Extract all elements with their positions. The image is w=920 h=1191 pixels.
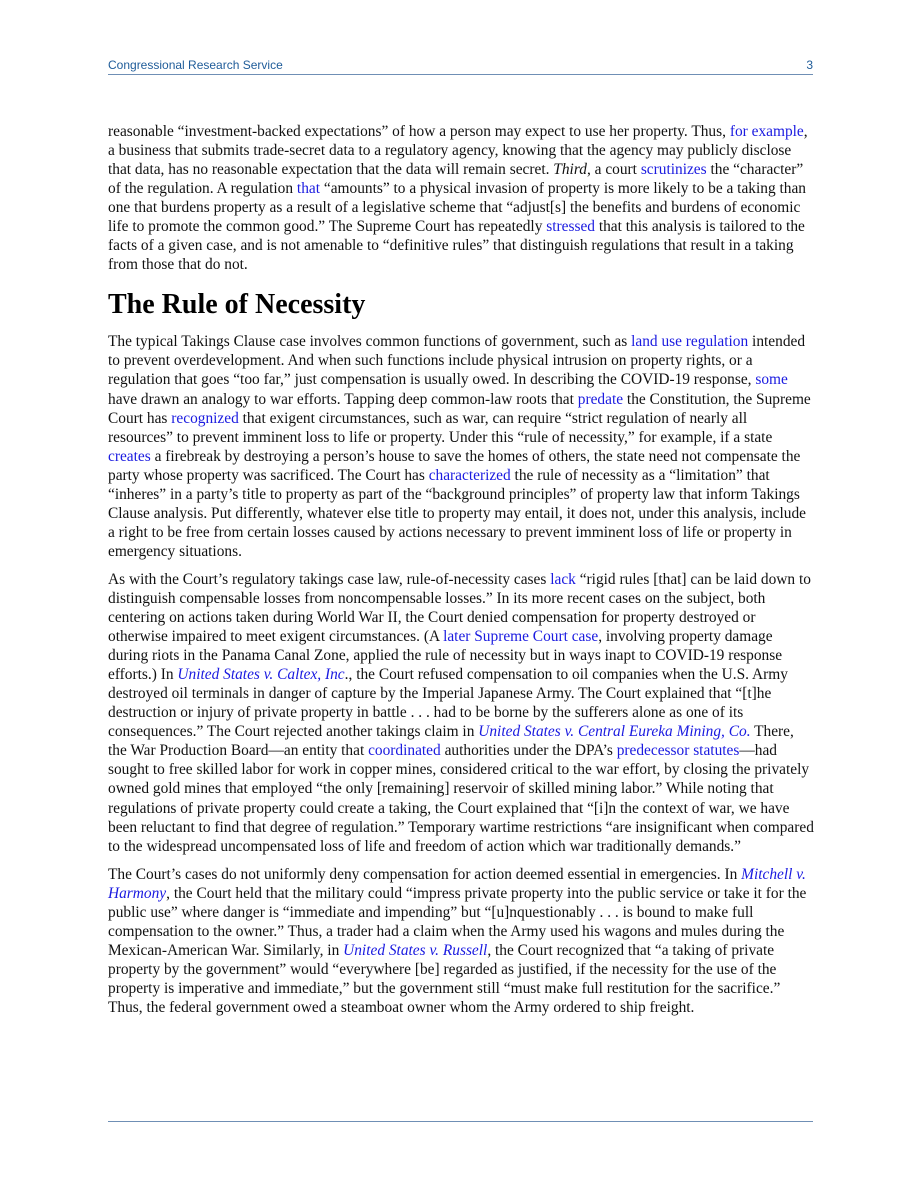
section-heading: The Rule of Necessity xyxy=(108,289,366,321)
link-for-example[interactable]: for example xyxy=(729,123,804,140)
document-body xyxy=(108,122,815,1026)
link-that[interactable]: that xyxy=(296,180,321,198)
link-recognized[interactable]: recognized xyxy=(171,409,239,427)
footer-divider xyxy=(108,1121,813,1122)
link-creates[interactable]: creates xyxy=(108,447,151,465)
link-land-use-regulation[interactable]: land use regulation xyxy=(631,333,749,351)
paragraph-wartime-cases: As with the Court’s regulatory takings case law, rule-of-necessity cases lack “rigid rules [that] can be laid down to distinguish compensable losses from noncompensable losses.” In its more recent cases on the subject, both centering on actions taken during World War II, the Court denied compensation for property destroyed or otherwise impaired to meet exigent circumstances. (A later Supreme Court case, involving property damage during riots in the Panama Canal Zone, applied the rule of necessity but in ways inapt to COVID-19 response efforts.) In United States v. Caltex, Inc., the Court refused compensation to oil companies when the U.S. Army destroyed oil terminals in danger of capture by the Imperial Japanese Army. The Court explained that “[t]he destruction or injury of private property in battle . . . had to be borne by the sufferers alone as one of its consequences.” The Court rejected another takings claim in United States v. Central Eureka Mining, Co. There, the War Production Board—an entity that coordinated authorities under the DPA’s predecessor statutes—had sought to free skilled labor for work in copper mines, considered critical to the war effort, by closing the privately owned gold mines that employed “the only [remaining] reservoir of skilled mining labor.” While noting that regulations of private property could create a taking, the Court explained that “[i]n the context of war, we have been reluctant to find that degree of regulation.” Temporary wartime restrictions “are insignificant when compared to the widespread uncompensated loss of life and freedom of action which war traditionally demands.” xyxy=(108,570,814,855)
link-scrutinizes[interactable]: scrutinizes xyxy=(640,161,707,179)
paragraph-rule-of-necessity: The typical Takings Clause case involves common functions of government, such as land use regulation intended to prevent overdevelopment. And when such functions include physical intrusion on property rights, or a regulation that goes “too far,” just compensation is usually owed. In describing the COVID-19 response, some have drawn an analogy to war efforts. Tapping deep common-law roots that predate the Constitution, the Supreme Court has recognized that exigent circumstances, such as war, can require “strict regulation of nearly all resources” to prevent imminent loss to life or property. Under this “rule of necessity,” for example, if a state creates a firebreak by destroying a person’s house to save the homes of others, the state need not compensate the party whose property was sacrificed. The Court has characterized the rule of necessity as a “limitation” that “inheres” in a party’s title to property as part of the “background principles” of property law that inform Takings Clause analysis. Put differently, whatever else title to property may entail, it does not, under this analysis, include a right to be free from certain losses caused by actions necessary to prevent imminent loss of life or property in emergency situations. xyxy=(108,333,811,560)
header-source: Congressional Research Service xyxy=(108,58,283,72)
link-case-central-eureka[interactable]: United States v. Central Eureka Mining, Co. xyxy=(478,723,751,741)
link-case-mitchell-v-harmony[interactable]: Mitchell v. Harmony xyxy=(108,865,806,902)
link-case-russell[interactable]: United States v. Russell xyxy=(343,941,488,959)
link-stressed[interactable]: stressed xyxy=(546,218,595,236)
emphasis-third: Third xyxy=(553,161,587,179)
link-predecessor-statutes[interactable]: predecessor statutes xyxy=(616,742,740,760)
link-coordinated[interactable]: coordinated xyxy=(368,742,441,760)
link-some[interactable]: some xyxy=(755,371,788,389)
header-divider xyxy=(108,74,813,75)
link-characterized[interactable]: characterized xyxy=(428,466,511,484)
paragraph-compensation-cases: The Court’s cases do not uniformly deny compensation for action deemed essential in emergencies. In Mitchell v. Harmony, the Court held that the military could “impress private property into the public service or take it for the public use” where danger is “immediate and impending” but “[u]nquestionably . . . is bound to make full compensation to the owner.” Thus, a trader had a claim when the Army used his wagons and mules during the Mexican-American War. Similarly, in United States v. Russell, the Court recognized that “a taking of private property by the government” would “everywhere [be] regarded as justified, if the necessity for the use of the property is imperative and immediate,” but the government still “must make full restitution for the sacrifice.” Thus, the federal government owed a steamboat owner whom the Army ordered to ship freight. xyxy=(108,865,807,1016)
link-predate[interactable]: predate xyxy=(577,390,624,408)
link-lack[interactable]: lack xyxy=(550,570,576,588)
link-later-supreme-court-case[interactable]: later Supreme Court case xyxy=(443,628,599,646)
header-page-number: 3 xyxy=(806,58,813,72)
link-case-caltex[interactable]: United States v. Caltex, Inc xyxy=(177,666,345,684)
paragraph-regulatory-takings: reasonable “investment-backed expectations” of how a person may expect to use her property. Thus, for example, a business that submits trade-secret data to a regulatory agency, knowing that the agency may publicly disclose that data, has no reasonable expectation that the data will remain secret. Third, a court scrutinizes the “character” of the regulation. A regulation that “amounts” to a physical invasion of property is more likely to be a taking than one that burdens property as a result of a legislative scheme that “adjust[s] the benefits and burdens of economic life to promote the common good.” The Supreme Court has repeatedly stressed that this analysis is tailored to the facts of a given case, and is not amenable to “definitive rules” that distinguish regulations that result in a taking from those that do not. xyxy=(108,123,808,274)
